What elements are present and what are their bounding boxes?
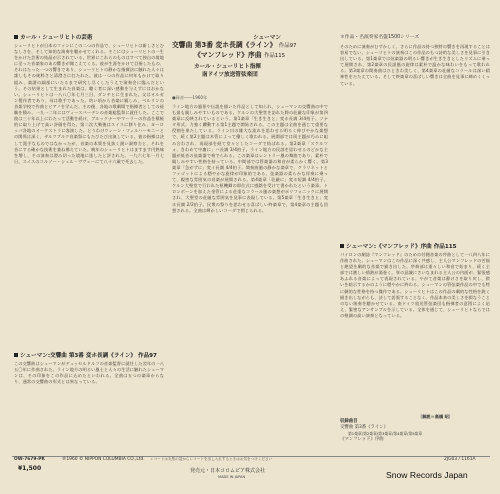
matrix-code: 2JG03 / 1161A <box>444 457 476 462</box>
bullet-icon <box>14 353 18 357</box>
work-title-2: 《マンフレッド》序曲 作品115 <box>194 51 286 59</box>
left-column <box>14 33 164 437</box>
orchestra: 南ドイツ放送管弦楽団 <box>202 71 258 78</box>
rhein-heading: シューマン:交響曲 第3番 変ホ長調《ライン》 作品97 <box>14 351 164 359</box>
copyright: ℗1960 © NIPPON COLUMBIA CO.,Ltd. <box>62 457 145 462</box>
bullet-icon <box>14 35 18 39</box>
bullet-icon <box>340 244 344 248</box>
schuricht-body: シューリヒトが日本のファンにこの二つの作品で、シューリヒトは新しさとむなしさを、そして知的な演奏を聴かせてくれる。そこにはシューリヒトの一生をかけた芸術の結晶が示されている。世界にこれらのものはすべて独自の境地に至った音楽家のあの響きが聞こえてくる。彼が生涯をかけて目指したもの、それはたった一つの響きであり、シューリヒトの静かな指揮法に触れた人々は誰しもその純粋さと清澄さに打たれた。彼は一つの作品に何年もかけて取り組み、楽譜の細部にいたるまで研究し尽くしたうえで演奏会に臨んだという。その結果として生まれた音楽は、聴く者に深い感動を与えずにはおかない。シューリヒトは一八八〇年七月三日、ダンチヒに生まれた。父はオルガン製作者であり、母は歌手であった。幼い頃から音楽に親しみ、ベルリンの音楽学校で作曲とピアノを学んだ。その後、各地の歌劇場で指揮者としての経験を積み、一九一二年にはヴィースバーデンの音楽総監督に就任した。ここで彼は三十年以上にわたって活動を続け、ブルックナーやマーラーの作品を積極的に取り上げて高い評価を得た。第二次大戦後はスイスに移り住み、ヨーロッパ各地のオーケストラに客演した。とりわけウィーン・フィルハーモニーとの関係は深く、ザルツブルク音楽祭にもたびたび出演している。彼の指揮は決して派手なものではなかったが、音楽の本質を見抜く鋭い洞察力と、それを音にする確かな技術を兼ね備えていた。晩年のシューリヒトはますます円熟味を増し、その演奏は澄み切った境地に達したと評された。一九六七年一月七日、スイスのコルソー・シュル・ヴヴェーにて八十六歳で死去した。 <box>14 43 164 164</box>
handling-notice: レコードは丸型の袋からレコードを出し入れするときはお気をつけください <box>150 457 273 461</box>
series-note: ＊作品・名演奏家名盤1500シリーズ <box>340 35 420 40</box>
composer-name: シューマン <box>253 35 281 41</box>
contents-item: 交響曲 第3番《ライン》 <box>340 425 388 430</box>
conductor: カール・シューリヒト指揮 <box>194 64 261 70</box>
watermark: Snow Records Japan <box>386 470 468 480</box>
right-column <box>340 44 490 412</box>
manfred-body: バイロンの劇詩『マンフレッド』のための付随音楽の序曲として一八四八年に作曲された。シューマンはこの作品に深く共感し、主人公マンフレッドの苦悩と絶望を劇的な音楽で描き出した。序奏部は重々しい和音で始まり、続く主部では激しい情熱が渦巻く。罪の意識にさいなまれる主人公の内面が、緊張感あふれる音楽によって表現されている。やがて音楽は静けさを取り戻し、救いを暗示するかのように穏やかに終わる。シューマンの管弦楽作品の中でも特に劇的な性格を持つ傑作である。シューリヒトはこの作品の劇的な性格を鋭く描き出しながらも、決して誇張することなく、作品本来の美しさを損なうことのない演奏を聴かせている。南ドイツ放送管弦楽団も指揮者の意図によく応え、緊密なアンサンブルを示している。全体を通じて、シューリヒトならではの格調の高い演奏となっている。 <box>340 252 490 318</box>
middle-column <box>172 104 328 449</box>
schuricht-heading: カール・シューリヒトの芸術 <box>14 33 164 41</box>
contents-item-detail: 第1楽章/第2楽章/第3楽章/第4楽章/第5楽章 <box>348 431 423 436</box>
right-body: そのために演奏がむずかしく、さらに作品の持つ独特の響きを再現することは容易でない。シューリヒトの演奏はこの作品のもつ詩的な美しさを見事に引き出している。第1楽章では弦楽器の明るい響きが生き生きとしたリズムに乗って展開され、第2楽章の民謡風の旋律は素朴で温かな味わいをもって歌われる。第3楽章の間奏曲はひときわ美しく、第4楽章の荘厳なコラールは深い精神性をたたえている。そして終楽章の喜ばしい響きは全曲を見事に締めくくっている。 <box>340 44 490 86</box>
price: ¥1,500 <box>18 465 42 472</box>
commentary-credit: 〔解説＝高橋 昭〕 <box>418 414 453 419</box>
contents-label: 収録曲目 <box>340 419 358 424</box>
middle-body: ライン地方の風景や伝説を描いた作品として知られ、シューマンの交響曲の中でも最も親しみやすいものである。ケルンの大聖堂を訪れた際の荘厳な印象が第四楽章に反映されているという。第1楽章「生き生きと」変ホ長調 3/4拍子。ソナタ形式。力強く躍動する第1主題で開始される。この主題は全曲を通じて重要な役割を果たしている。ライン川の雄大な流れを思わせる明るく伸びやかな楽想で、続く第2主題は木管によって優しく歌われる。展開部では両主題が巧みに組み合わされ、再現部を経て堂々としたコーダで結ばれる。第2楽章「スケルツォ、きわめて中庸に」ハ長調 3/4拍子。ライン地方の民謡を思わせるのどかな主題が低音の弦楽器で奏でられる。この楽章はレントラー風の舞曲であり、素朴で親しみやすい性格を持っている。中間部では管楽器の和音が柔らかく響く。第3楽章「急がずに」変イ長調 4/4拍子。間奏曲風の静かな楽章で、クラリネットとファゴットによる穏やかな旋律が印象的である。弦楽器の柔らかな伴奏に乗って、親密な雰囲気の音楽が展開される。第4楽章「荘厳に」変ホ短調 4/4拍子。ケルン大聖堂で行われた枢機卿の即位式に感銘を受けて書かれたという楽章。トロンボーンを加えた金管による荘重なコラール風の楽想がポリフォニックに展開され、大聖堂の荘厳な雰囲気を見事に表現している。第5楽章「生き生きと」変ホ長調 2/2拍子。民衆の祭りを思わせる喜ばしい終楽章で、第4楽章の主題も回想される。全曲は輝かしいコーダで閉じられる。 <box>172 104 328 213</box>
catalog-number: OW-7679-PK <box>14 457 45 462</box>
work-title-1: 交響曲 第3番 変ホ長調《ライン》 作品97 <box>172 41 297 49</box>
manfred-heading: シューマン:《マンフレッド》序曲 作品115 <box>340 242 490 250</box>
rhein-body: この交響曲はシューマンがデュッセルドルフの音楽監督に就任した翌年の一八五〇年に作曲された。ライン地方の明るい風土と人々の生活に触れたシューマンは、その印象をこの作品に込めたといわれる。全曲は五つの楽章からなり、通常の交響曲の形式とは異なっている。 <box>14 361 164 385</box>
publisher: 発売元・日本コロムビア株式会社 <box>190 468 266 474</box>
contents-item: 《マンフレッド》序曲 <box>340 437 384 442</box>
made-in: MADE IN JAPAN <box>218 475 246 479</box>
contents-list <box>340 419 490 443</box>
recording-date: ●録音――1960年 <box>172 95 208 100</box>
title-block <box>172 33 332 79</box>
